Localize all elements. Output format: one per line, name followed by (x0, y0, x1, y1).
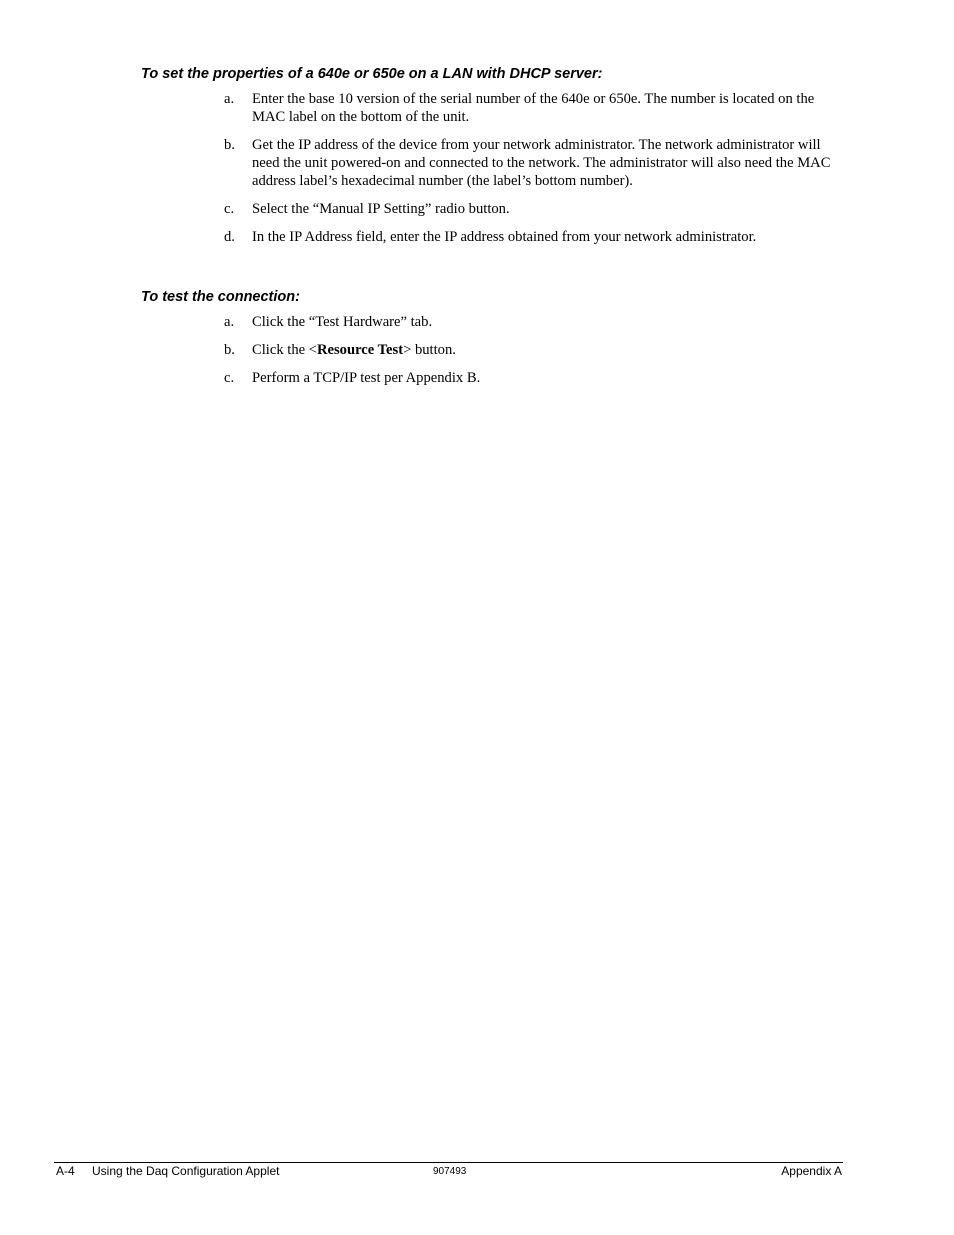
list-marker: b. (224, 342, 235, 358)
footer-section: Appendix A (781, 1164, 842, 1178)
list-item (224, 136, 844, 190)
section-heading-test-connection: To test the connection: (141, 289, 300, 305)
footer-rule (54, 1162, 843, 1163)
list-item (224, 369, 844, 387)
list-text: Select the “Manual IP Setting” radio button. (252, 201, 510, 217)
list-item (224, 200, 844, 218)
list-marker: c. (224, 370, 235, 386)
text-before: Click the < (252, 342, 317, 358)
list-item (224, 341, 844, 359)
test-steps-list (224, 313, 844, 397)
dhcp-steps-list (224, 90, 844, 256)
footer-doc-number: 907493 (433, 1166, 467, 1177)
section-heading-dhcp: To set the properties of a 640e or 650e on a LAN with DHCP server: (141, 66, 603, 82)
text-after: > button. (403, 342, 456, 358)
list-item (224, 90, 844, 126)
list-item (224, 228, 844, 246)
list-marker: a. (224, 314, 235, 330)
list-marker: b. (224, 137, 235, 153)
list-marker: a. (224, 91, 235, 107)
footer-title: Using the Daq Configuration Applet (92, 1164, 280, 1178)
resource-test-label: Resource Test (316, 342, 404, 358)
list-marker: c. (224, 201, 235, 217)
list-text: Click the “Test Hardware” tab. (252, 314, 433, 330)
list-marker: d. (224, 229, 235, 245)
list-item (224, 313, 844, 331)
footer-page-number: A-4 (56, 1164, 75, 1178)
list-text: Enter the base 10 version of the serial number of the 640e or 650e. The number is located on the MAC label on the bottom of the unit. (252, 91, 815, 125)
list-text: In the IP Address field, enter the IP address obtained from your network administrator. (252, 229, 757, 245)
list-text: Perform a TCP/IP test per Appendix B. (252, 370, 481, 386)
list-text (252, 341, 844, 359)
list-text: Get the IP address of the device from your network administrator. The network administrator will need the unit powered-on and connected to the network. The administrator will also need the MAC address label’s hexadecimal number (the label’s bottom number). (252, 137, 831, 189)
